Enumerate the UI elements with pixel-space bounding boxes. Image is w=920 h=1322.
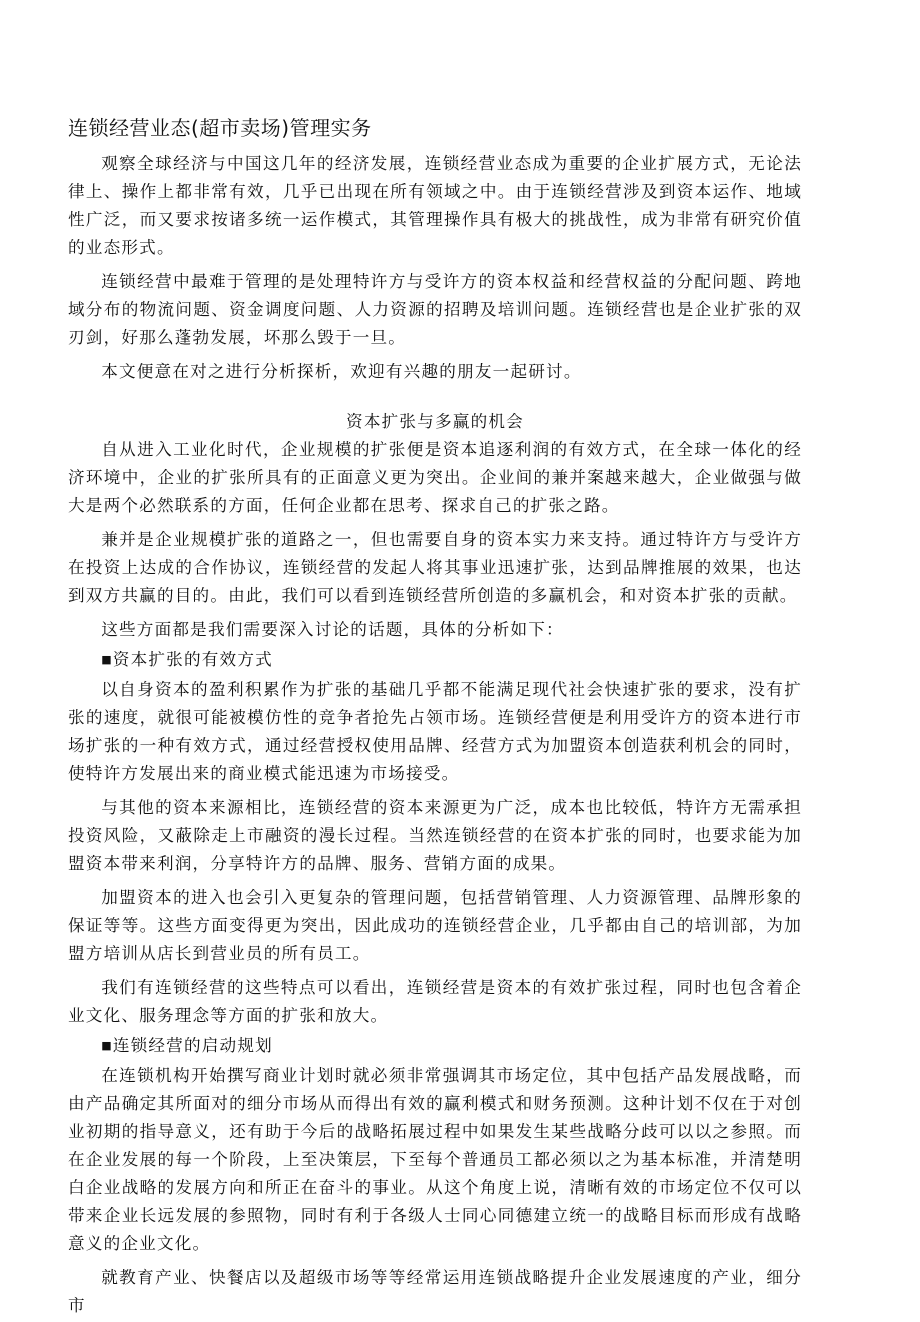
paragraph: 兼并是企业规模扩张的道路之一，但也需要自身的资本实力来支持。通过特许方与受许方在投资上达成的合作协议，连锁经营的发起人将其事业迅速扩张，达到品牌推展的效果，也达到双方共赢的目的。由此，我们可以看到连锁经营所创造的多赢机会，和对资本扩张的贡献。 [68, 530, 802, 605]
bullet-heading [68, 646, 802, 674]
bullet-heading-text: 连锁经营的启动规划 [112, 1036, 273, 1055]
section-heading: 资本扩张与多赢的机会 [346, 412, 524, 431]
paragraph: 就教育产业、快餐店以及超级市场等等经常运用连锁战略提升企业发展速度的产业，细分市 [68, 1268, 802, 1315]
paragraph: 连锁经营中最难于管理的是处理特许方与受许方的资本权益和经营权益的分配问题、跨地域分布的物流问题、资金调度问题、人力资源的招聘及培训问题。连锁经营也是企业扩张的双刃剑，好那么蓬勃发展，坏那么毁于一旦。 [68, 272, 802, 347]
bullet-heading [68, 1032, 802, 1060]
paragraph: 以自身资本的盈利积累作为扩张的基础几乎都不能满足现代社会快速扩张的要求，没有扩张的速度，就很可能被模仿性的竞争者抢先占领市场。连锁经营便是利用受许方的资本进行市场扩张的一种有效方式，通过经营授权使用品牌、经营方式为加盟资本创造获利机会的同时，使特许方发展出来的商业模式能迅速为市场接受。 [68, 680, 802, 783]
paragraph: 与其他的资本来源相比，连锁经营的资本来源更为广泛，成本也比较低，特许方无需承担投资风险，又蔽除走上市融资的漫长过程。当然连锁经营的在资本扩张的同时，也要求能为加盟资本带来利润，分享特许方的品牌、服务、营销方面的成果。 [68, 798, 802, 873]
paragraph: 自从进入工业化时代，企业规模的扩张便是资本追逐利润的有效方式，在全球一体化的经济环境中，企业的扩张所具有的正面意义更为突出。企业间的兼并案越来越大，企业做强与做大是两个必然联系的方面，任何企业都在思考、探求自己的扩张之路。 [68, 440, 802, 515]
paragraph: 在连锁机构开始撰写商业计划时就必须非常强调其市场定位，其中包括产品发展战略，而由产品确定其所面对的细分市场从而得出有效的赢利模式和财务预测。这种计划不仅在于对创业初期的指导意义，还有助于今后的战略拓展过程中如果发生某些战略分歧可以以之参照。而在企业发展的每一个阶段，上至决策层，下至每个普通员工都必须以之为基本标准，并清楚明白企业战略的发展方向和所正在奋斗的事业。从这个角度上说，清晰有效的市场定位不仅可以带来企业长远发展的参照物，同时有利于各级人士同心同德建立统一的战略目标而形成有战略意义的企业文化。 [68, 1066, 802, 1253]
paragraph: 观察全球经济与中国这几年的经济发展，连锁经营业态成为重要的企业扩展方式，无论法律上、操作上都非常有效，几乎已出现在所有领域之中。由于连锁经营涉及到资本运作、地域性广泛，而又要求按诸多统一运作模式，其管理操作具有极大的挑战性，成为非常有研究价值的业态形式。 [68, 154, 802, 257]
paragraph: 我们有连锁经营的这些特点可以看出，连锁经营是资本的有效扩张过程，同时也包含着企业文化、服务理念等方面的扩张和放大。 [68, 978, 802, 1025]
document-title: 连锁经营业态(超市卖场)管理实务 [68, 116, 372, 140]
paragraph: 本文便意在对之进行分析探析，欢迎有兴趣的朋友一起研讨。 [101, 362, 582, 381]
bullet-heading-text: 资本扩张的有效方式 [112, 650, 273, 669]
paragraph: 这些方面都是我们需要深入讨论的话题，具体的分析如下： [101, 620, 564, 639]
document-page [68, 114, 802, 1322]
paragraph: 加盟资本的进入也会引入更复杂的管理问题，包括营销管理、人力资源管理、品牌形象的保证等等。这些方面变得更为突出，因此成功的连锁经营企业，几乎都由自己的培训部，为加盟方培训从店长到营业员的所有员工。 [68, 888, 802, 963]
